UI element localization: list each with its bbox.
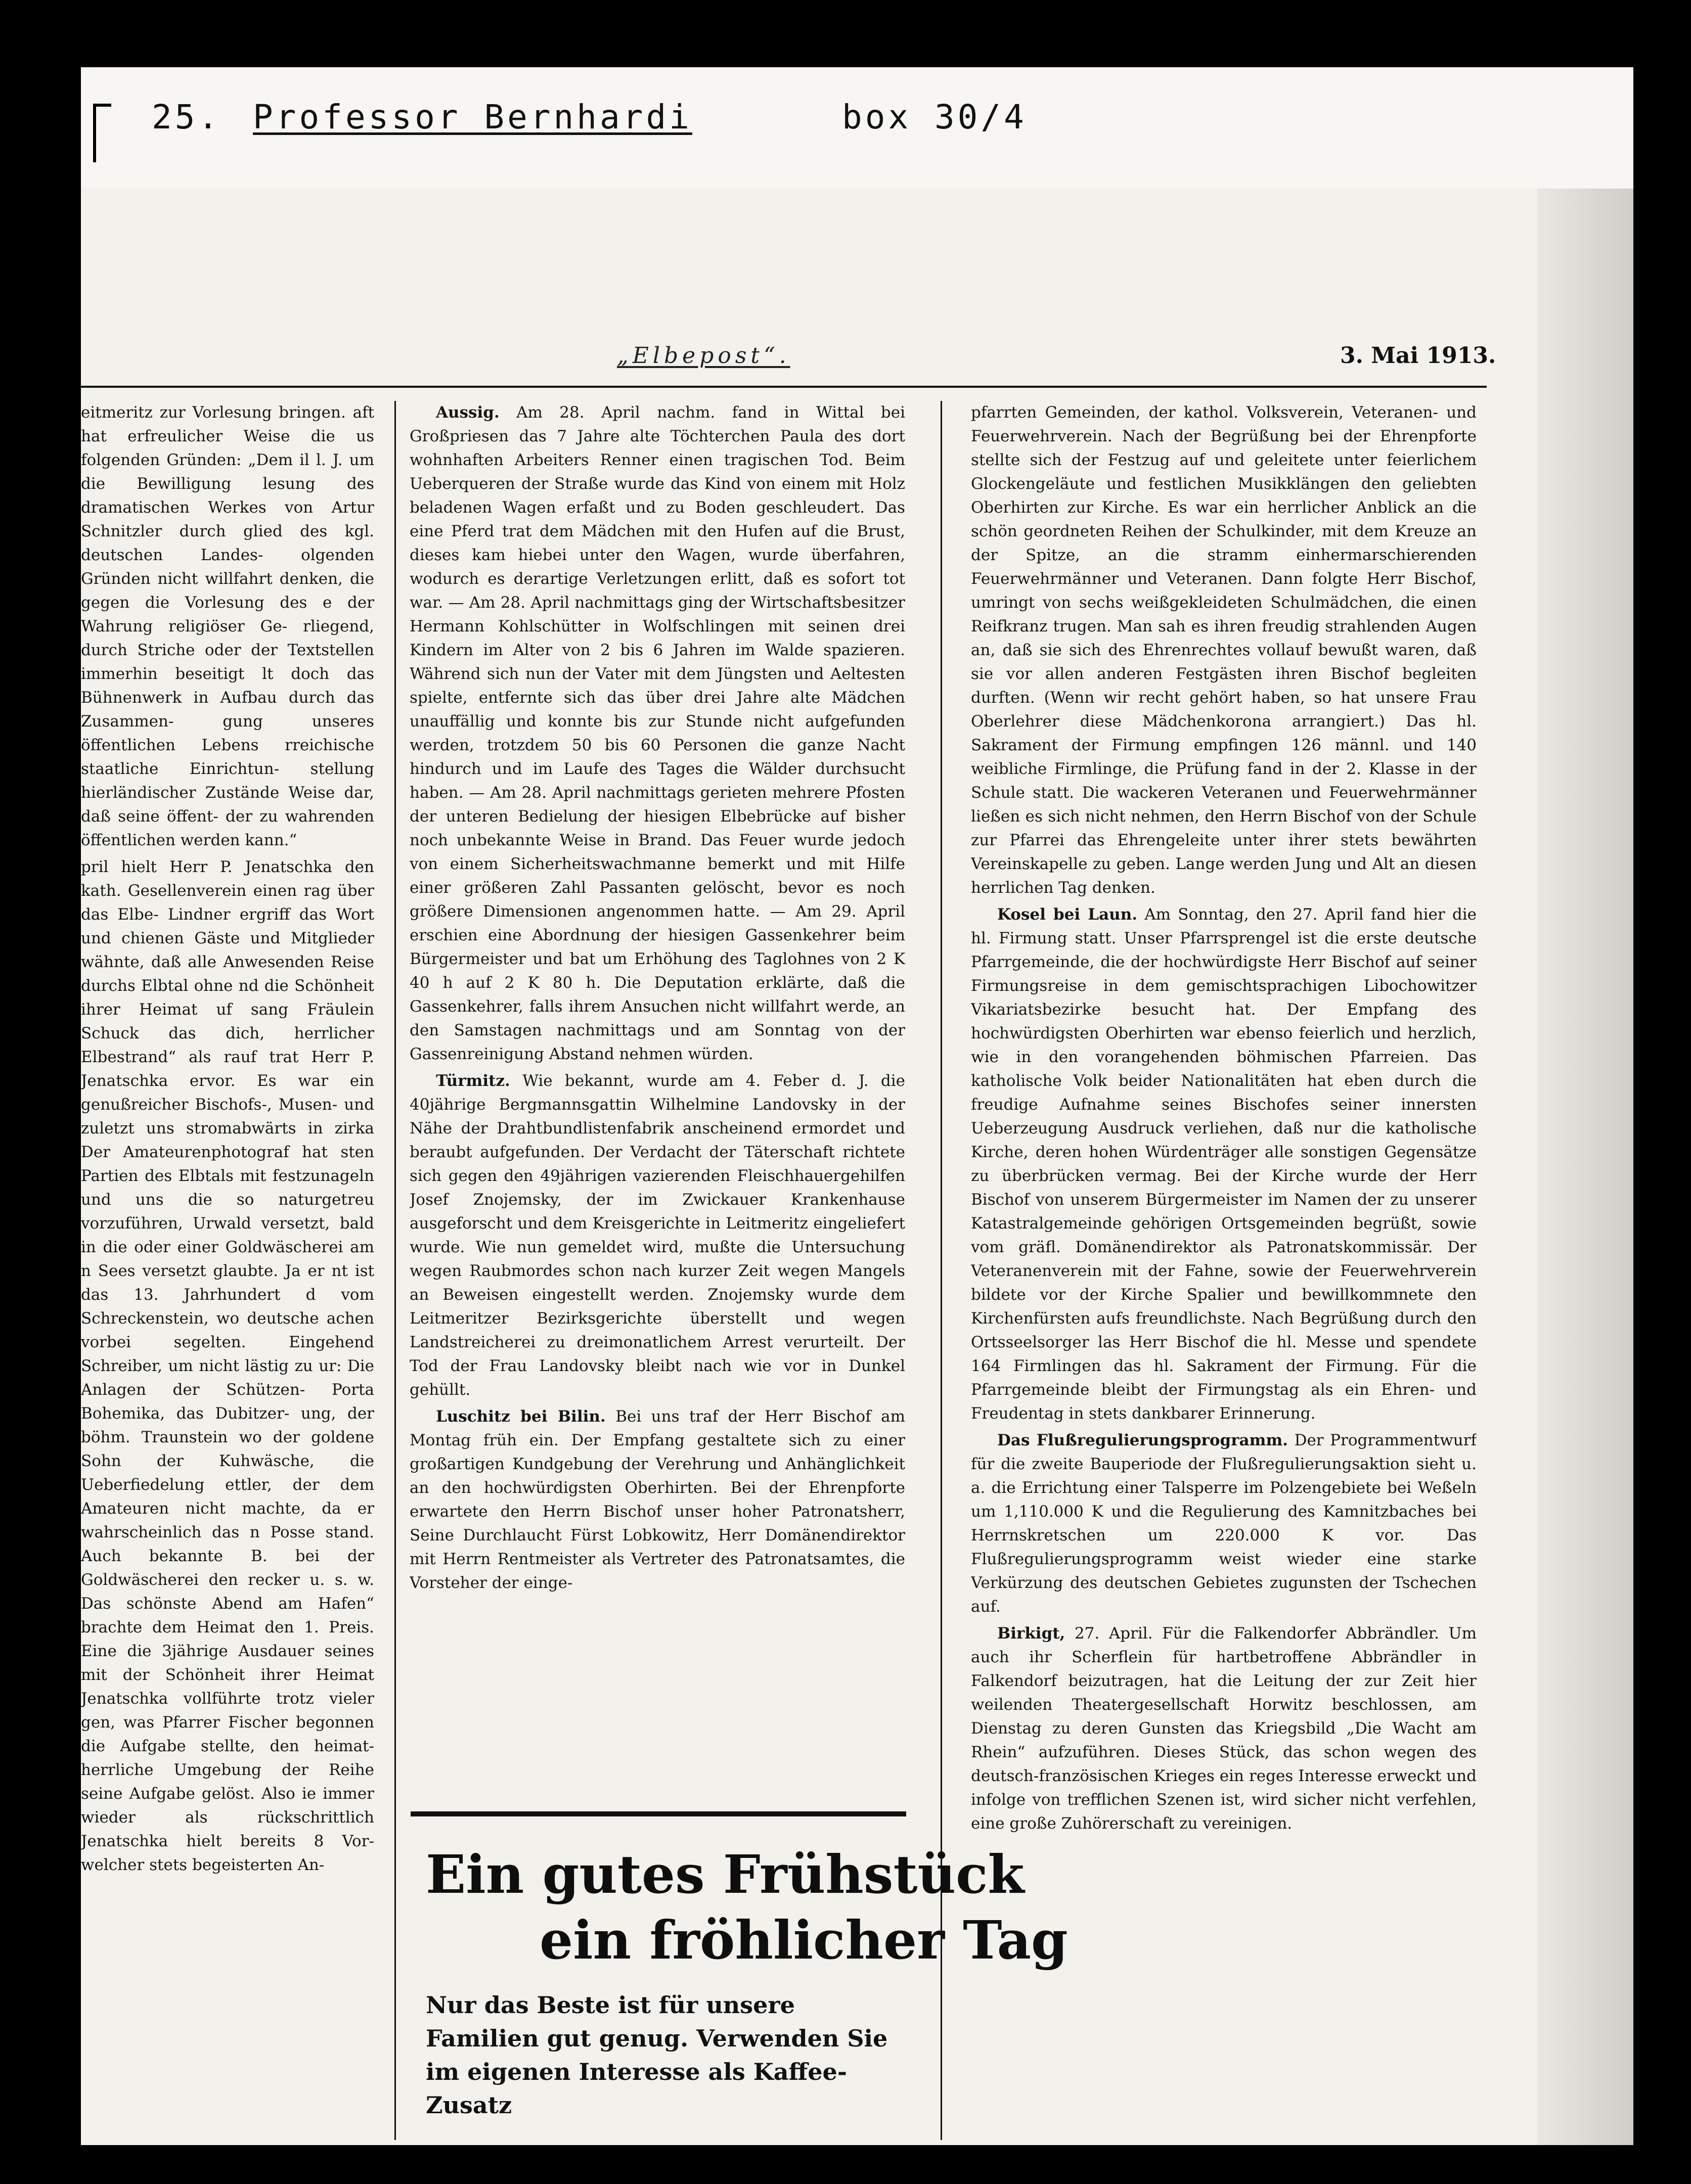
column-left [81,401,374,2120]
article-paragraph [971,1429,1477,1619]
article-text: 27. April. Für die Falkendorfer Abbrändler. Um auch ihr Scherflein für hartbetroffene Abbrändler in Falkendorf beizutragen, hat die Leitung der zur Zeit hier weilenden Theatergesellschaft Horwitz beschlossen, am Dienstag zu deren Gunsten das Kriegsbild „Die Wacht am Rhein“ aufzuführen. Dieses Stück, das schon wegen des deutsch-französischen Krieges ein reges Interesse erweckt und infolge von trefflichen Szenen ist, wird sicher nicht verfehlen, eine große Zuhörerschaft zu vereinigen. [971,1624,1477,1833]
corner-bracket-mark [93,104,111,162]
article-lead: Kosel bei Laun. [997,905,1138,924]
article-paragraph [410,1069,905,1402]
ad-body-text: Nur das Beste ist für unsere Familien gut genug. Verwenden Sie im eigenen Interesse als Kaffee-Zusatz [426,1991,888,2119]
column-middle [410,401,905,1811]
archive-label [81,67,1633,189]
article-paragraph: pril hielt Herr P. Jenatschka den kath. Gesellenverein einen rag über das Elbe- Lindner ergriff das Wort und chienen Gäste und Mitglieder wähnte, daß alle Anwesenden Reise durchs Elbtal ohne nd die Schönheit ihrer Heimat uf sang Fräulein Schuck das dich, herrlicher Elbestrand“ als rauf trat Herr P. Jenatschka ervor. Es war ein genußreicher Bischofs-, Musen- und zuletzt uns stromabwärts in zirka Der Amateurenphotograf hat sten Partien des Elbtals mit festzunageln und uns die so naturgetreu vorzuführen, Urwald versetzt, bald in die oder einer Goldwäscherei am n Sees versetzt glaubte. Ja er nt ist das 13. Jahrhundert d vom Schreckenstein, wo deutsche achen vorbei segelten. Eingehend Schreiber, um nicht lästig zu ur: Die Anlagen der Schützen- Porta Bohemika, das Dubitzer- ung, der böhm. Traunstein wo der goldene Sohn der Kuhwäsche, die Ueberfiedelung ettler, der dem Amateuren nicht machte, da er wahrscheinlich das n Posse stand. Auch bekannte B. bei der Goldwäscherei den recker u. s. w. Das schönste Abend am Hafen“ brachte dem Heimat den 1. Preis. Eine die 3jährige Ausdauer seines mit der Schönheit ihrer Heimat Jenatschka vollführte trotz vieler gen, was Pfarrer Fischer begonnen die Aufgabe stellte, den heimat- herrliche Umgebung der Reihe seine Aufgabe gelöst. Also ie immer wieder als rückschrittlich Jenatschka hielt bereits 8 Vor- welcher stets begeisterten An- [81,858,374,1874]
article-lead: Das Flußregulierungsprogramm. [997,1431,1288,1449]
header-rule [81,386,1487,388]
ad-headline-2: ein fröhlicher Tag [540,1909,1068,1971]
article-text: Am 28. April nachm. fand in Wittal bei Großpriesen das 7 Jahre alte Töchterchen Paula des dort wohnhaften Arbeiters Renner einen tragischen Tod. Beim Ueberqueren der Straße wurde das Kind von einem mit Holz beladenen Wagen erfaßt und zu Boden geschleudert. Das eine Pferd trat dem Mädchen mit den Hufen auf die Brust, dieses kam hiebei unter den Wagen, wurde überfahren, wodurch es derartige Verletzungen erlitt, daß es sofort tot war. — Am 28. April nachmittags ging der Wirtschaftsbesitzer Hermann Kohlschütter in Wolfschlingen mit seinen drei Kindern im Alter von 2 bis 6 Jahren im Walde spazieren. Während sich nun der Vater mit dem Jüngsten und Aeltesten spielte, entfernte sich das über drei Jahre alte Mädchen unauffällig und konnte bis zur Stunde nicht aufgefunden werden, trotzdem 50 bis 60 Personen die ganze Nacht hindurch und im Laufe des Tages die Wälder durchsucht haben. — Am 28. April nachmittags gerieten mehrere Pfosten der unteren Bedielung der hiesigen Elbebrücke auf bisher noch unbekannte Weise in Brand. Das Feuer wurde jedoch von einem Sicherheitswachmanne bemerkt und mit Hilfe einer größeren Zahl Passanten gelöscht, bevor es noch größere Dimensionen angenommen hatte. — Am 29. April erschien eine Abordnung der hiesigen Gassenkehrer beim Bürgermeister und bat um Erhöhung des Taglohnes von 2 K 40 h auf 2 K 80 h. Die Deputation erklärte, daß die Gassenkehrer, falls ihrem Ansuchen nicht willfahrt werde, an den Samstagen nachmittags und am Sonntag von der Gassenreinigung Abstand nehmen würden. [410,403,905,1063]
article-lead: Birkigt, [997,1624,1065,1643]
article-text: Der Programmentwurf für die zweite Bauperiode der Flußregulierungsaktion sieht u. a. die Errichtung einer Talsperre im Polzengebiete bei Weßeln um 1,110.000 K und die Regulierung des Kamnitzbaches bei Herrnskretschen um 220.000 K vor. Das Flußregulierungsprogramm weist wieder eine starke Verkürzung des deutschen Gebietes zugunsten der Tschechen auf. [971,1431,1477,1616]
advertisement [411,1809,1068,2143]
column-divider [394,401,396,2140]
article-text: pfarrten Gemeinden, der kathol. Volksverein, Veteranen- und Feuerwehrverein. Nach der Begrüßung bei der Ehrenpforte stellte sich der Festzug auf und geleitete unter feierlichem Glockengeläute und festlichen Musikklängen den geliebten Oberhirten zur Kirche. Es war ein herrlicher Anblick an die schön geordneten Reihen der Schulkinder, mit dem Kreuze an der Spitze, an die stramm einhermarschierenden Feuerwehrmänner und Veteranen. Dann folgte Herr Bischof, umringt von sechs weißgekleideten Schulmädchen, die einen Reifkranz trugen. Man sah es ihren freudig strahlenden Augen an, daß sie sich des Ehrenrechtes vollauf bewußt waren, daß sie vor allen anderen Festgästen ihren Bischof begleiten durften. (Wenn wir recht gehört haben, so hat unsere Frau Oberlehrer diese Mädchenkorona arrangiert.) Das hl. Sakrament der Firmung empfingen 126 männl. und 140 weibliche Firmlinge, die Prüfung fand in der 2. Klasse in der Schule statt. Die wackeren Veteranen und Feuerwehrmänner ließen es sich nicht nehmen, den Herrn Bischof von der Schule zur Pfarrei das Ehrengeleite unter ihrer stets bewährten Vereinskapelle zu geben. Lange werden Jung und Alt an diesen herrlichen Tag denken. [971,403,1477,897]
label-title: Professor Bernhardi [253,98,692,136]
label-box: box 30/4 [842,98,1027,136]
article-paragraph: eitmeritz zur Vorlesung bringen. aft hat erfreulicher Weise die us folgenden Gründen: „Dem il l. J. um die Bewilligung lesung des dramatischen Werkes von Artur Schnitzler durch glied des kgl. deutschen Landes- olgenden Gründen nicht willfahrt denken, die gegen die Vorlesung des e der Wahrung religiöser Ge- rliegend, durch Striche oder der Textstellen immerhin beseitigt lt doch das Bühnenwerk in Aufbau durch das Zusammen- gung unseres öffentlichen Lebens rreichische staatliche Einrichtun- stellung hierländischer Zustände Weise dar, daß seine öffent- der zu wahrenden öffentlichen werden kann.“ [81,403,374,849]
article-text: Bei uns traf der Herr Bischof am Montag früh ein. Der Empfang gestaltete sich zu einer großartigen Kundgebung der Verehrung und Anhänglichkeit an den hochwürdigsten Oberhirten. Bei der Ehrenpforte erwartete den Herrn Bischof unser hoher Patronatsherr, Seine Durchlaucht Fürst Lobkowitz, Herr Domänendirektor mit Herrn Rentmeister als Vertreter des Patronatsamtes, die Vorsteher der einge- [410,1407,905,1592]
article-paragraph [410,1405,905,1595]
article-text: Wie bekannt, wurde am 4. Feber d. J. die 40jährige Bergmannsgattin Wilhelmine Landovsky in der Nähe der Drahtbundlistenfabrik anscheinend ermordet und beraubt aufgefunden. Der Verdacht der Täterschaft richtete sich gegen den 49jährigen vazierenden Fleischhauergehilfen Josef Znojemsky, der im Zwickauer Krankenhause ausgeforscht und dem Kreisgerichte in Leitmeritz eingeliefert wurde. Wie nun gemeldet wird, mußte die Untersuchung wegen Raubmordes schon nach kurzer Zeit wegen Mangels an Beweisen eingestellt werden. Znojemsky wurde dem Leitmeritzer Bezirksgerichte überstellt und wegen Landstreicherei zu dreimonatlichem Arrest verurteilt. Der Tod der Frau Landovsky bleibt nach wie vor in Dunkel gehüllt. [410,1072,905,1399]
label-number: 25. [152,98,221,136]
newspaper-masthead: „Elbepost“. [617,343,790,369]
article-lead: Türmitz. [436,1072,510,1090]
article-paragraph [410,401,905,1066]
ad-headline-1: Ein gutes Frühstück [426,1843,1025,1905]
article-paragraph [971,1622,1477,1836]
article-text: Am Sonntag, den 27. April fand hier die hl. Firmung statt. Unser Pfarrsprengel ist die erste deutsche Pfarrgemeinde, die der hochwürdigste Herr Bischof auf seiner Firmungsreise in dem gemischtsprachigen Libochowitzer Vikariatsbezirke besucht hat. Der Empfang des hochwürdigsten Oberhirten war ebenso feierlich und herzlich, wie in den vorangehenden böhmischen Pfarreien. Das katholische Volk beider Nationalitäten hat eben durch die freudige Aufnahme seines Bischofes seiner innersten Ueberzeugung Ausdruck verliehen, daß nur die katholische Kirche, deren hohen Würdenträger alle sonstigen Gegensätze zu überbrücken vermag. Bei der Kirche wurde der Herr Bischof von unserem Bürgermeister im Namen der zu unserer Katastralgemeinde gehörigen Ortsgemeinden begrüßt, sowie vom gräfl. Domänendirektor als Patronatskommissär. Der Veteranenverein mit der Fahne, sowie der Feuerwehrverein bildete vor der Kirche Spalier und bewillkommnete den Kirchenfürsten aufs freundlichste. Nach Begrüßung durch den Ortsseelsorger las Herr Bischof die hl. Messe und spendete 164 Firmlingen das hl. Sakrament der Firmung. Für die Pfarrgemeinde bleibt der Firmungstag als ein Ehren- und Freudentag in stets dankbarer Erinnerung. [971,905,1477,1423]
article-lead: Luschitz bei Bilin. [436,1407,606,1426]
article-lead: Aussig. [436,403,500,422]
column-right [971,401,1477,2120]
article-paragraph [971,401,1477,900]
clipping-edge-shadow [1537,189,1633,2145]
newspaper-date: 3. Mai 1913. [1340,343,1496,369]
scanned-sheet [81,67,1633,2145]
article-paragraph [971,903,1477,1426]
